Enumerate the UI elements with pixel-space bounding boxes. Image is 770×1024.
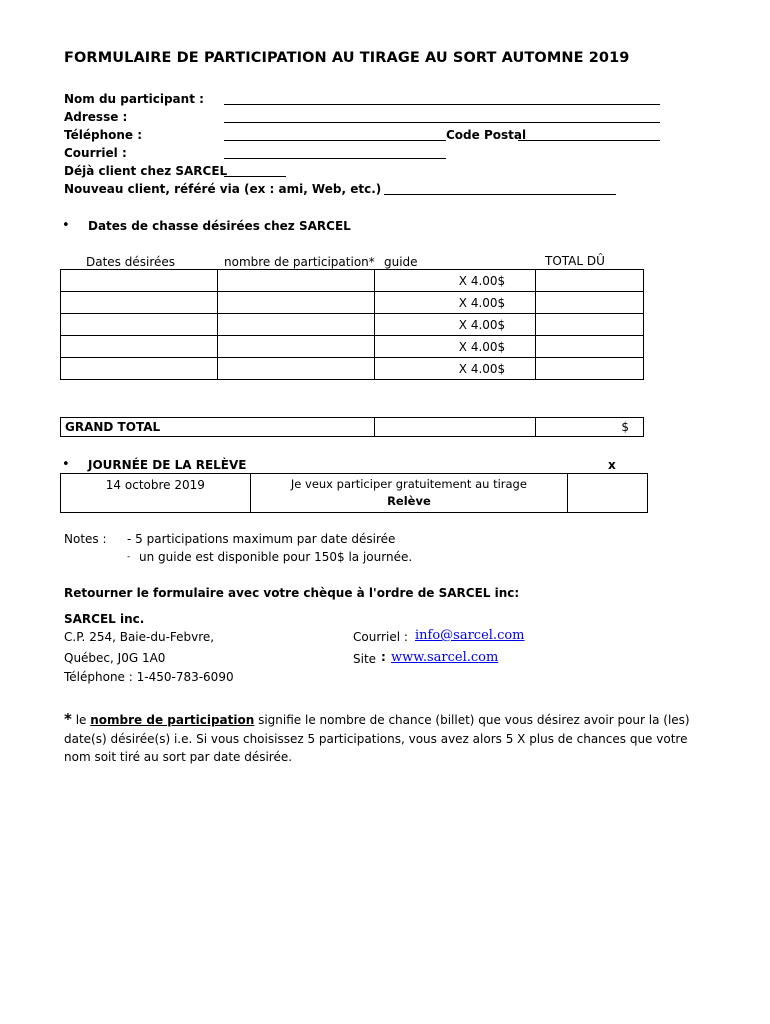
releve-heading: JOURNÉE DE LA RELÈVE <box>88 458 247 472</box>
releve-subtext: Relève <box>387 494 431 508</box>
notes-label: Notes : <box>64 532 107 546</box>
participation-cell[interactable] <box>217 292 375 314</box>
telephone-field-line[interactable] <box>224 140 446 141</box>
dates-heading: Dates de chasse désirées chez SARCEL <box>88 219 351 233</box>
label-telephone: Téléphone : <box>64 128 143 142</box>
table-row <box>61 358 644 380</box>
grand-total-guide-cell[interactable] <box>375 418 536 437</box>
label-code-postal: Code Postal <box>446 128 527 142</box>
participation-cell[interactable] <box>217 358 375 380</box>
footnote-term: nombre de participation <box>90 713 255 727</box>
participation-cell[interactable] <box>217 270 375 292</box>
participation-cell[interactable] <box>217 336 375 358</box>
footnote-le: le <box>75 713 87 727</box>
guide-price-cell[interactable] <box>375 292 536 314</box>
site-label: Site <box>353 652 377 666</box>
courriel-field-line[interactable] <box>224 158 446 159</box>
return-instructions: Retourner le formulaire avec votre chèque à l'ordre de SARCEL inc: <box>64 586 520 600</box>
nom-field-line[interactable] <box>224 104 660 105</box>
total-cell[interactable] <box>536 358 644 380</box>
grand-total-amount-cell[interactable] <box>536 418 644 437</box>
releve-checkbox-cell[interactable] <box>568 474 648 513</box>
col-header-guide: guide <box>384 255 418 269</box>
guide-price-cell[interactable] <box>375 336 536 358</box>
releve-row <box>61 474 648 513</box>
total-cell[interactable] <box>536 336 644 358</box>
date-cell[interactable] <box>61 292 218 314</box>
date-cell[interactable] <box>61 270 218 292</box>
label-courriel: Courriel : <box>64 146 127 160</box>
grand-total-row <box>61 418 644 437</box>
date-cell[interactable] <box>61 358 218 380</box>
company-address-1: C.P. 254, Baie-du-Febvre, <box>64 630 215 644</box>
company-address-2: Québec, J0G 1A0 <box>64 651 166 665</box>
releve-date-cell <box>61 474 251 513</box>
table-row <box>61 270 644 292</box>
bullet-icon: • <box>62 457 70 472</box>
price-label: X 4.00$ <box>458 339 506 354</box>
releve-date: 14 octobre 2019 <box>105 478 205 492</box>
email-link[interactable]: info@sarcel.com <box>415 628 525 643</box>
bullet-icon: • <box>62 218 70 233</box>
price-label: X 4.00$ <box>458 273 506 288</box>
guide-price-cell[interactable] <box>375 314 536 336</box>
nouveau-client-field-line[interactable] <box>384 194 616 195</box>
participation-cell[interactable] <box>217 314 375 336</box>
site-colon: : <box>381 650 386 664</box>
table-row <box>61 314 644 336</box>
col-header-total: TOTAL DÛ <box>545 254 605 268</box>
guide-price-cell[interactable] <box>375 358 536 380</box>
total-cell[interactable] <box>536 270 644 292</box>
label-deja-client: Déjà client chez SARCEL <box>64 164 228 178</box>
code-postal-field-line[interactable] <box>518 140 660 141</box>
releve-text: Je veux participer gratuitement au tirage <box>290 477 527 491</box>
deja-client-field-line[interactable] <box>224 176 286 177</box>
price-label: X 4.00$ <box>458 361 506 376</box>
site-link[interactable]: www.sarcel.com <box>391 650 499 665</box>
label-nom: Nom du participant : <box>64 92 204 106</box>
guide-price-cell[interactable] <box>375 270 536 292</box>
date-cell[interactable] <box>61 336 218 358</box>
footnote-line-1-rest: signifie le nombre de chance (billet) que vous désirez avoir pour la (les) <box>258 713 690 727</box>
email-label: Courriel : <box>353 630 408 644</box>
total-cell[interactable] <box>536 314 644 336</box>
footnote-star: * <box>64 710 72 728</box>
currency-symbol: $ <box>621 420 629 434</box>
adresse-field-line[interactable] <box>224 122 660 123</box>
label-adresse: Adresse : <box>64 110 128 124</box>
total-cell[interactable] <box>536 292 644 314</box>
label-nouveau-client: Nouveau client, référé via (ex : ami, Web, etc.) <box>64 182 382 196</box>
grand-total-label: GRAND TOTAL <box>61 418 375 437</box>
footnote-line-3: nom soit tiré au sort par date désirée. <box>64 750 293 764</box>
releve-table <box>60 473 648 513</box>
company-name: SARCEL inc. <box>64 612 145 626</box>
releve-mark: x <box>608 458 616 472</box>
company-phone: Téléphone : 1-450-783-6090 <box>64 670 234 684</box>
notes-line-1: - 5 participations maximum par date désirée <box>127 532 396 546</box>
grand-total-table <box>60 417 644 437</box>
footnote-line-1 <box>64 710 690 728</box>
footnote-line-2: date(s) désirée(s) i.e. Si vous choisissez 5 participations, vous avez alors 5 X plus de chances que votre <box>64 732 688 746</box>
col-header-participation: nombre de participation* <box>224 255 375 269</box>
notes-line-2-prefix: - <box>127 552 131 562</box>
form-title: FORMULAIRE DE PARTICIPATION AU TIRAGE AU SORT AUTOMNE 2019 <box>64 50 630 66</box>
date-cell[interactable] <box>61 314 218 336</box>
table-row <box>61 336 644 358</box>
col-header-dates: Dates désirées <box>86 255 176 269</box>
price-label: X 4.00$ <box>458 317 506 332</box>
table-row <box>61 292 644 314</box>
dates-table <box>60 269 644 380</box>
releve-text-cell <box>250 474 567 513</box>
price-label: X 4.00$ <box>458 295 506 310</box>
notes-line-2: un guide est disponible pour 150$ la journée. <box>139 550 413 564</box>
